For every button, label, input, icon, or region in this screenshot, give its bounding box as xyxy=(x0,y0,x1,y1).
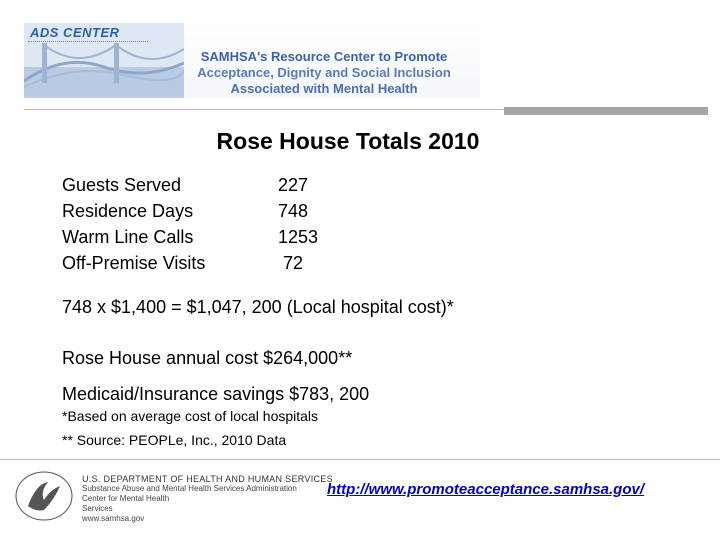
stat-value: 748 xyxy=(278,201,309,221)
hospital-cost-calculation: 748 x $1,400 = $1,047, 200 (Local hospital cost)* xyxy=(62,297,454,317)
stat-row xyxy=(62,224,318,250)
stat-label: Residence Days xyxy=(62,201,194,221)
slide-title: Rose House Totals 2010 xyxy=(216,128,480,154)
header-rule xyxy=(24,109,504,110)
tagline-line-1: SAMHSA's Resource Center to Promote xyxy=(200,49,448,64)
stat-row xyxy=(62,198,318,224)
hhs-site: www.samhsa.gov xyxy=(82,514,145,523)
stat-value: 227 xyxy=(278,175,309,195)
hhs-seal-icon xyxy=(14,470,74,522)
stat-row xyxy=(62,172,318,198)
header-banner xyxy=(24,23,480,98)
footer-rule xyxy=(0,459,720,460)
header-rule-accent xyxy=(504,107,708,115)
annual-cost-line: Rose House annual cost $264,000** xyxy=(62,348,353,368)
footnote-2: ** Source: PEOPLe, Inc., 2010 Data xyxy=(62,432,287,448)
hhs-center-1: Center for Mental Health xyxy=(82,494,170,503)
hhs-dept: U.S. DEPARTMENT OF HEALTH AND HUMAN SERVICES xyxy=(82,474,333,484)
footnote-1: *Based on average cost of local hospitals xyxy=(62,408,319,424)
stat-value: 72 xyxy=(278,253,304,273)
banner-tagline xyxy=(174,49,474,97)
promote-acceptance-link[interactable]: http://www.promoteacceptance.samhsa.gov/ xyxy=(327,481,645,498)
logo-divider xyxy=(28,41,148,44)
savings-line: Medicaid/Insurance savings $783, 200 xyxy=(62,384,370,404)
stat-label: Warm Line Calls xyxy=(62,227,194,247)
stat-label: Off-Premise Visits xyxy=(62,253,206,273)
stats-table xyxy=(62,172,318,276)
hhs-center-2: Services xyxy=(82,504,113,513)
tagline-line-3: Associated with Mental Health xyxy=(230,81,418,96)
hhs-footer-text xyxy=(82,474,333,524)
stat-label: Guests Served xyxy=(62,175,182,195)
hhs-agency: Substance Abuse and Mental Health Services Administration xyxy=(82,484,297,493)
stat-value: 1253 xyxy=(278,227,319,247)
tagline-line-2: Acceptance, Dignity and Social Inclusion xyxy=(197,65,451,80)
ads-center-logo: ADS CENTER xyxy=(30,25,120,40)
stat-row xyxy=(62,250,318,276)
